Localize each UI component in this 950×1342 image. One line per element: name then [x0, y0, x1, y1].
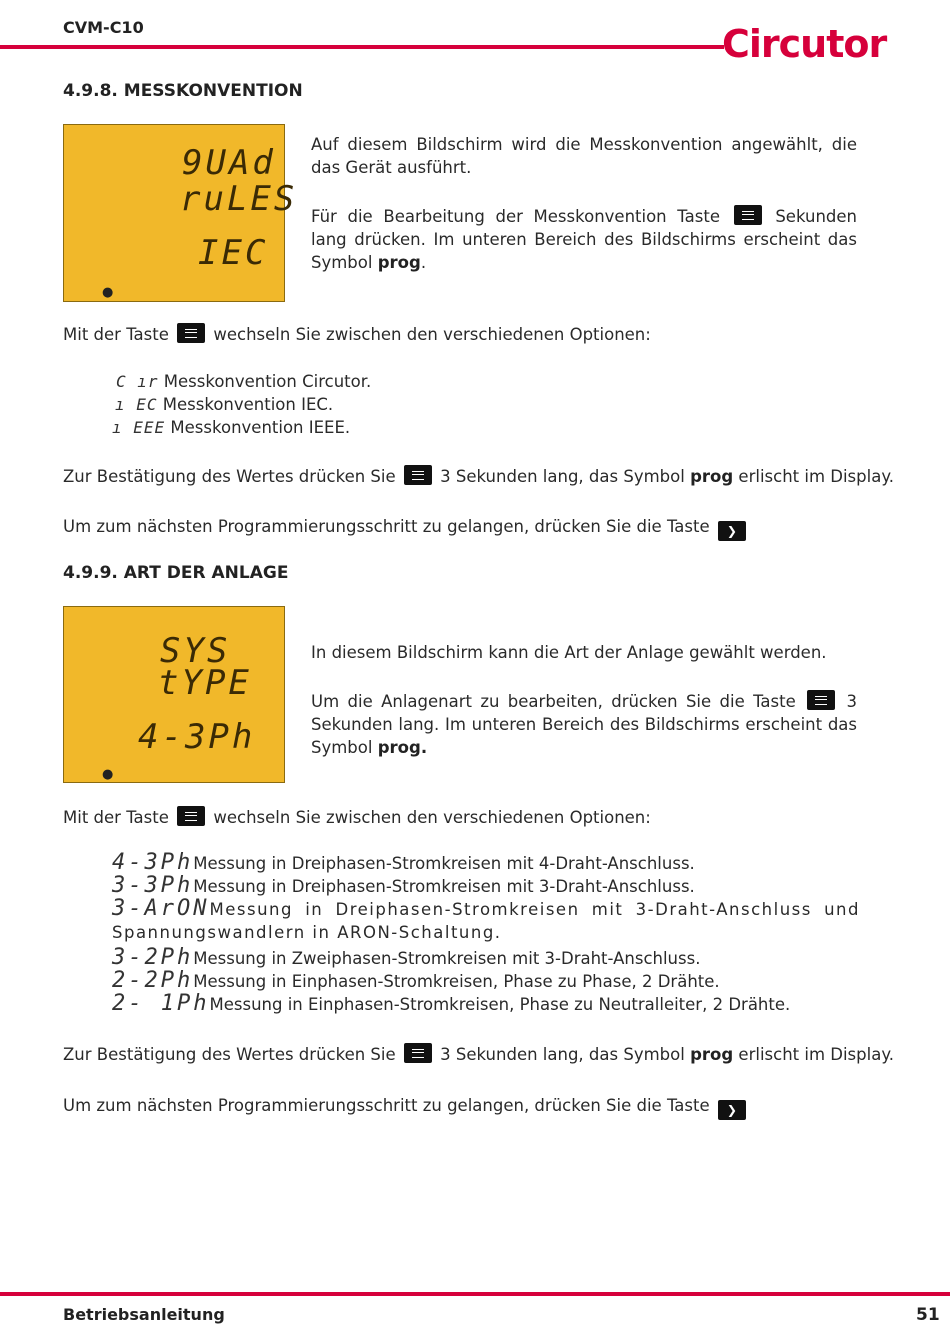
- text: Um zum nächsten Programmierungsschritt zu gelangen, drücken Sie die Taste: [63, 517, 710, 536]
- text: erlischt im Display.: [738, 467, 894, 486]
- list-item: [112, 969, 720, 993]
- next-key-icon: ❯: [718, 521, 746, 541]
- paragraph: [63, 1043, 894, 1066]
- header-rule: [0, 45, 724, 49]
- segment-code: ı EC: [115, 395, 158, 414]
- lock-icon: ●: [102, 767, 114, 782]
- segment-code: 3-3Ph: [112, 873, 194, 898]
- text: Mit der Taste: [63, 325, 169, 344]
- list-item: [112, 851, 695, 875]
- prog-symbol-text: prog: [690, 467, 734, 486]
- menu-key-icon: [734, 205, 762, 225]
- segment-code: C ır: [116, 372, 159, 391]
- option-text: Messung in Dreiphasen-Stromkreisen mit 3-Draht-Anschluss und Spannungswandlern in ARON-Schaltung.: [112, 900, 860, 942]
- lcd-display-messkonvention: [63, 124, 298, 302]
- paragraph: [63, 323, 651, 346]
- prog-symbol-text: prog: [377, 253, 421, 272]
- paragraph: Auf diesem Bildschirm wird die Messkonvention angewählt, die das Gerät ausführt.: [311, 135, 857, 177]
- list-item: [112, 874, 695, 898]
- lcd-line-3: 4-3Ph: [138, 717, 256, 757]
- prog-symbol-text: prog.: [377, 738, 428, 757]
- segment-code: 3-2Ph: [112, 945, 194, 970]
- segment-code: 3-ArON: [112, 896, 210, 921]
- list-item: [112, 992, 790, 1016]
- option-text: Messung in Dreiphasen-Stromkreisen mit 4-Draht-Anschluss.: [193, 854, 695, 873]
- option-text: Messkonvention IEEE.: [170, 418, 351, 437]
- menu-key-icon: [404, 1043, 432, 1063]
- segment-code: ı EEE: [112, 418, 166, 437]
- option-text: Messung in Dreiphasen-Stromkreisen mit 3-Draht-Anschluss.: [193, 877, 695, 896]
- text: Um die Anlagenart zu bearbeiten, drücken Sie die Taste: [311, 692, 796, 711]
- option-text: Messkonvention IEC.: [162, 395, 334, 414]
- paragraph: [63, 465, 894, 488]
- lcd-line-2: tYPE: [158, 663, 252, 703]
- list-item: [112, 393, 333, 416]
- menu-key-icon: [404, 465, 432, 485]
- option-text: Messung in Zweiphasen-Stromkreisen mit 3-Draht-Anschluss.: [193, 949, 701, 968]
- text: Zur Bestätigung des Wertes drücken Sie: [63, 1045, 396, 1064]
- footer-title: Betriebsanleitung: [63, 1305, 225, 1324]
- next-key-icon: ❯: [718, 1100, 746, 1120]
- section-title-art-der-anlage: 4.9.9. ART DER ANLAGE: [63, 563, 289, 583]
- text: Mit der Taste: [63, 808, 169, 827]
- section-title-messkonvention: 4.9.8. MESSKONVENTION: [63, 81, 303, 101]
- lock-icon: ●: [102, 285, 114, 300]
- text: 3 Sekunden lang, das Symbol: [440, 467, 685, 486]
- lcd-line-3: IEC: [198, 233, 269, 273]
- paragraph: [63, 515, 749, 541]
- paragraph: [63, 1094, 749, 1120]
- text: erlischt im Display.: [738, 1045, 894, 1064]
- list-item: [112, 897, 860, 944]
- text: 3 Sekunden lang. Im unteren Bereich des Bildschirms erscheint das Symbol: [311, 692, 858, 757]
- footer-rule: [0, 1292, 950, 1296]
- paragraph: [311, 690, 857, 759]
- text: wechseln Sie zwischen den verschiedenen Optionen:: [213, 325, 651, 344]
- menu-key-icon: [177, 323, 205, 343]
- prog-symbol-text: prog: [690, 1045, 734, 1064]
- paragraph: [63, 806, 651, 829]
- lcd-line-1: SYS: [160, 631, 231, 671]
- option-text: Messung in Einphasen-Stromkreisen, Phase zu Phase, 2 Drähte.: [193, 972, 720, 991]
- text: wechseln Sie zwischen den verschiedenen Optionen:: [213, 808, 651, 827]
- option-text: Messkonvention Circutor.: [163, 372, 372, 391]
- segment-code: 2- 1Ph: [112, 991, 210, 1016]
- text: Zur Bestätigung des Wertes drücken Sie: [63, 467, 396, 486]
- segment-code: 4-3Ph: [112, 850, 194, 875]
- menu-key-icon: [177, 806, 205, 826]
- list-item: [112, 370, 371, 393]
- segment-code: 2-2Ph: [112, 968, 194, 993]
- text: Für die Bearbeitung der Messkonvention Taste: [311, 207, 720, 226]
- list-item: [112, 946, 700, 970]
- text: 3 Sekunden lang, das Symbol: [440, 1045, 685, 1064]
- text: Um zum nächsten Programmierungsschritt zu gelangen, drücken Sie die Taste: [63, 1096, 710, 1115]
- paragraph: In diesem Bildschirm kann die Art der Anlage gewählt werden.: [311, 643, 827, 662]
- lcd-line-2: ruLES: [180, 179, 298, 219]
- paragraph: [311, 205, 857, 274]
- text: Sekunden lang drücken. Im unteren Bereich des Bildschirms erscheint das Symbol: [311, 207, 857, 272]
- text: .: [420, 253, 427, 272]
- document-model: CVM-C10: [63, 18, 144, 37]
- menu-key-icon: [807, 690, 835, 710]
- brand-logo: Circutor: [722, 22, 887, 66]
- lcd-display-anlage: [63, 606, 285, 783]
- list-item: [112, 416, 350, 439]
- lcd-line-1: 9UAd: [182, 143, 276, 183]
- option-text: Messung in Einphasen-Stromkreisen, Phase zu Neutralleiter, 2 Drähte.: [209, 995, 791, 1014]
- page-number: 51: [916, 1305, 940, 1325]
